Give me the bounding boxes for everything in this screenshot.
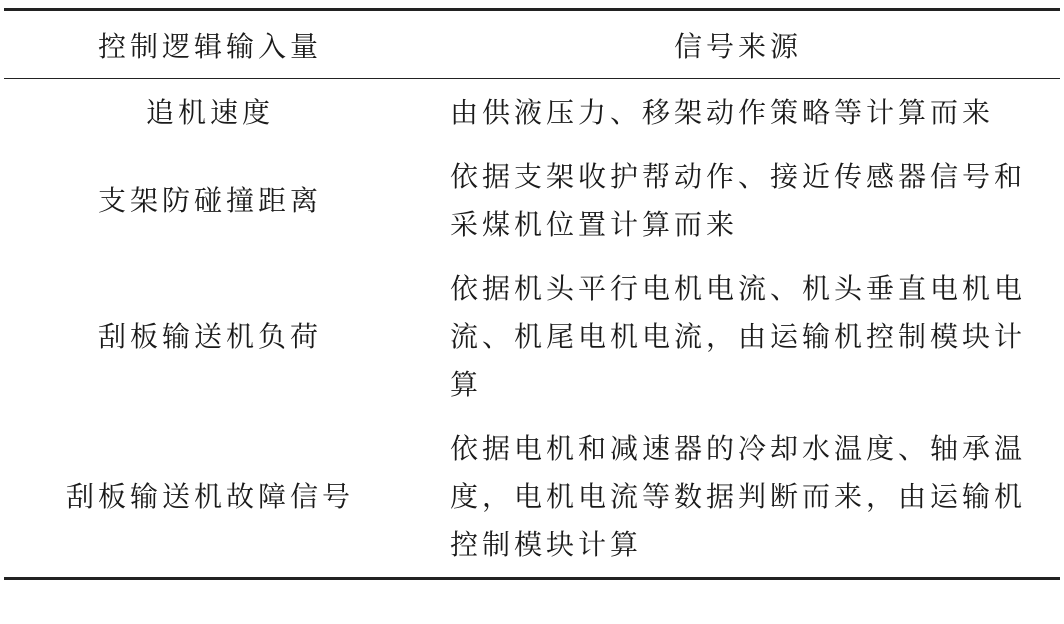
table-row [4, 145, 1060, 257]
cell-source: 依据支架收护帮动作、接近传感器信号和采煤机位置计算而来 [450, 160, 1027, 241]
cell-source: 依据电机和减速器的冷却水温度、轴承温度，电机电流等数据判断而来，由运输机控制模块计算 [450, 432, 1027, 561]
cell-source: 由供液压力、移架动作策略等计算而来 [450, 96, 995, 129]
signal-source-table-container [4, 8, 1060, 580]
signal-source-table [4, 8, 1060, 580]
header-input: 控制逻辑输入量 [97, 29, 322, 63]
table-body [4, 79, 1060, 579]
header-source: 信号来源 [673, 29, 802, 63]
header-row [4, 10, 1060, 79]
cell-source: 依据机头平行电机电流、机头垂直电机电流、机尾电机电流，由运输机控制模块计算 [450, 272, 1027, 401]
table-header [4, 10, 1060, 79]
table-row [4, 79, 1060, 146]
cell-input: 刮板输送机故障信号 [65, 480, 354, 513]
cell-input: 追机速度 [145, 96, 274, 129]
table-row [4, 257, 1060, 417]
cell-input: 支架防碰撞距离 [97, 184, 322, 217]
cell-input: 刮板输送机负荷 [97, 320, 322, 353]
table-row [4, 417, 1060, 579]
